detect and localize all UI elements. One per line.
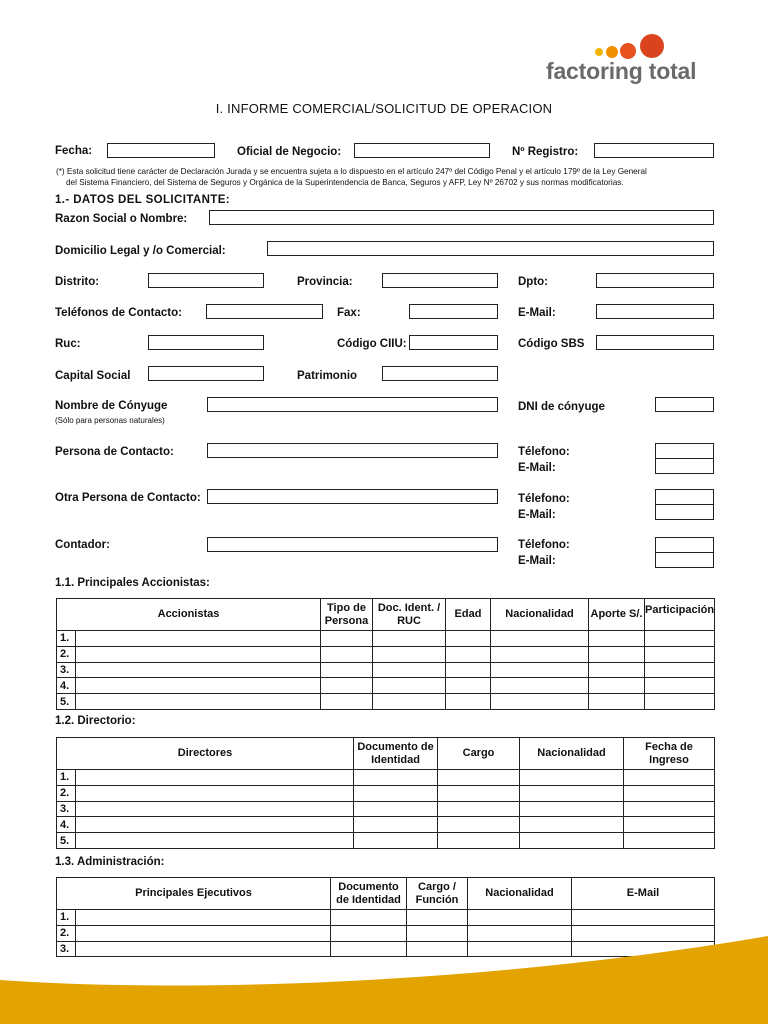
sbs-input[interactable] xyxy=(596,335,714,350)
cell-input[interactable] xyxy=(589,678,645,694)
col-tipo-persona: Tipo de Persona xyxy=(321,599,373,631)
ciiu-label: Código CIIU: xyxy=(337,338,407,350)
table-row xyxy=(57,801,715,817)
cell-input[interactable] xyxy=(468,910,572,926)
razon-social-input[interactable] xyxy=(209,210,714,225)
otra-persona-telefono-label: Télefono: xyxy=(518,493,570,505)
cell-input[interactable] xyxy=(624,801,715,817)
directorio-header-row xyxy=(57,738,715,770)
row-number: 2. xyxy=(57,646,76,662)
capital-label: Capital Social xyxy=(55,370,131,382)
table-row xyxy=(57,817,715,833)
logo-dot-small-icon xyxy=(595,48,603,56)
cell-input[interactable] xyxy=(446,678,491,694)
section-1-title: 1.- DATOS DEL SOLICITANTE: xyxy=(55,194,231,206)
cell-input[interactable] xyxy=(520,801,624,817)
cell-input[interactable] xyxy=(438,833,520,849)
conyuge-label: Nombre de Cónyuge xyxy=(55,400,168,412)
provincia-input[interactable] xyxy=(382,273,498,288)
otra-persona-input[interactable] xyxy=(207,489,498,504)
cell-input[interactable] xyxy=(76,631,321,647)
oficial-input[interactable] xyxy=(354,143,490,158)
table-row xyxy=(57,770,715,786)
administracion-header-row xyxy=(57,878,715,910)
cell-input[interactable] xyxy=(438,785,520,801)
fax-input[interactable] xyxy=(409,304,498,319)
accionistas-table xyxy=(56,598,715,710)
table-row xyxy=(57,662,715,678)
domicilio-label: Domicilio Legal y /o Comercial: xyxy=(55,245,226,257)
cell-input[interactable] xyxy=(624,785,715,801)
otra-persona-email-input[interactable] xyxy=(655,504,714,520)
disclaimer-line-2: del Sistema Financiero, del Sistema de Seguros y Orgánica de la Superintendencia de Banca, Seguros y AFP, Ley Nº 26702 y sus normas modificatorias. xyxy=(66,178,624,187)
cell-input[interactable] xyxy=(624,817,715,833)
row-number: 2. xyxy=(57,925,76,941)
cell-input[interactable] xyxy=(645,631,715,647)
cell-input[interactable] xyxy=(373,678,446,694)
distrito-label: Distrito: xyxy=(55,276,100,288)
dni-conyuge-input[interactable] xyxy=(655,397,714,412)
cell-input[interactable] xyxy=(407,910,468,926)
contador-email-input[interactable] xyxy=(655,552,714,568)
otra-persona-label: Otra Persona de Contacto: xyxy=(55,492,201,504)
cell-input[interactable] xyxy=(446,646,491,662)
cell-input[interactable] xyxy=(645,646,715,662)
col-cargo-funcion: Cargo / Función xyxy=(407,878,468,910)
row-number: 1. xyxy=(57,910,76,926)
oficial-label: Oficial de Negocio: xyxy=(237,146,342,158)
conyuge-input[interactable] xyxy=(207,397,498,412)
cell-input[interactable] xyxy=(645,662,715,678)
row-number: 3. xyxy=(57,662,76,678)
cell-input[interactable] xyxy=(438,817,520,833)
ruc-label: Ruc: xyxy=(55,338,81,350)
contador-label: Contador: xyxy=(55,539,110,551)
col-cargo: Cargo xyxy=(438,738,520,770)
col-documento: Documento de Identidad xyxy=(331,878,407,910)
sbs-label: Código SBS xyxy=(518,338,585,350)
col-nacionalidad: Nacionalidad xyxy=(520,738,624,770)
dpto-input[interactable] xyxy=(596,273,714,288)
cell-input[interactable] xyxy=(520,785,624,801)
cell-input[interactable] xyxy=(491,694,589,710)
directorio-title: 1.2. Directorio: xyxy=(55,715,136,727)
cell-input[interactable] xyxy=(589,662,645,678)
cell-input[interactable] xyxy=(76,678,321,694)
row-number: 5. xyxy=(57,833,76,849)
persona-contacto-telefono-label: Télefono: xyxy=(518,446,570,458)
persona-contacto-email-input[interactable] xyxy=(655,458,714,474)
ciiu-input[interactable] xyxy=(409,335,498,350)
razon-social-label: Razon Social o Nombre: xyxy=(55,213,188,225)
table-row xyxy=(57,631,715,647)
footer-wave xyxy=(0,930,768,1024)
distrito-input[interactable] xyxy=(148,273,264,288)
cell-input[interactable] xyxy=(438,770,520,786)
contador-input[interactable] xyxy=(207,537,498,552)
col-aporte: Aporte S/. xyxy=(589,599,645,631)
persona-contacto-email-label: E-Mail: xyxy=(518,462,556,474)
persona-contacto-input[interactable] xyxy=(207,443,498,458)
cell-input[interactable] xyxy=(520,770,624,786)
cell-input[interactable] xyxy=(76,785,354,801)
cell-input[interactable] xyxy=(373,631,446,647)
brand-name: factoring total xyxy=(546,58,697,84)
contador-email-label: E-Mail: xyxy=(518,555,556,567)
administracion-title: 1.3. Administración: xyxy=(55,856,165,868)
fecha-input[interactable] xyxy=(107,143,215,158)
col-nacionalidad: Nacionalidad xyxy=(491,599,589,631)
table-row xyxy=(57,694,715,710)
logo-dot-large-icon xyxy=(620,43,636,59)
otra-persona-email-label: E-Mail: xyxy=(518,509,556,521)
dni-conyuge-label: DNI de cónyuge xyxy=(518,401,605,413)
directorio-table xyxy=(56,737,715,849)
row-number: 4. xyxy=(57,817,76,833)
conyuge-note: (Sólo para personas naturales) xyxy=(55,416,165,425)
registro-input[interactable] xyxy=(594,143,714,158)
col-nacionalidad: Nacionalidad xyxy=(468,878,572,910)
page-title: I. INFORME COMERCIAL/SOLICITUD DE OPERACION xyxy=(215,101,553,116)
cell-input[interactable] xyxy=(321,694,373,710)
contador-telefono-label: Télefono: xyxy=(518,539,570,551)
cell-input[interactable] xyxy=(624,833,715,849)
cell-input[interactable] xyxy=(354,801,438,817)
cell-input[interactable] xyxy=(491,631,589,647)
table-row xyxy=(57,785,715,801)
row-number: 5. xyxy=(57,694,76,710)
col-email: E-Mail xyxy=(572,878,715,910)
col-ejecutivos: Principales Ejecutivos xyxy=(57,878,331,910)
cell-input[interactable] xyxy=(76,662,321,678)
cell-input[interactable] xyxy=(520,817,624,833)
cell-input[interactable] xyxy=(589,694,645,710)
col-documento: Documento de Identidad xyxy=(354,738,438,770)
email-label: E-Mail: xyxy=(518,307,556,319)
cell-input[interactable] xyxy=(331,910,407,926)
table-row xyxy=(57,833,715,849)
cell-input[interactable] xyxy=(645,694,715,710)
row-number: 1. xyxy=(57,770,76,786)
ruc-input[interactable] xyxy=(148,335,264,350)
cell-input[interactable] xyxy=(438,801,520,817)
cell-input[interactable] xyxy=(373,694,446,710)
cell-input[interactable] xyxy=(446,662,491,678)
domicilio-input[interactable] xyxy=(267,241,714,256)
row-number: 2. xyxy=(57,785,76,801)
cell-input[interactable] xyxy=(491,662,589,678)
footer-wave-shape xyxy=(0,936,768,1024)
row-number: 1. xyxy=(57,631,76,647)
patrimonio-input[interactable] xyxy=(382,366,498,381)
cell-input[interactable] xyxy=(491,678,589,694)
cell-input[interactable] xyxy=(76,801,354,817)
cell-input[interactable] xyxy=(354,785,438,801)
persona-contacto-telefono-input[interactable] xyxy=(655,443,714,459)
cell-input[interactable] xyxy=(354,833,438,849)
cell-input[interactable] xyxy=(373,646,446,662)
cell-input[interactable] xyxy=(373,662,446,678)
cell-input[interactable] xyxy=(76,910,331,926)
cell-input[interactable] xyxy=(354,817,438,833)
cell-input[interactable] xyxy=(520,833,624,849)
cell-input[interactable] xyxy=(321,678,373,694)
row-number: 3. xyxy=(57,941,76,957)
cell-input[interactable] xyxy=(624,770,715,786)
fecha-label: Fecha: xyxy=(55,145,93,157)
cell-input[interactable] xyxy=(76,694,321,710)
cell-input[interactable] xyxy=(76,770,354,786)
row-number: 4. xyxy=(57,678,76,694)
cell-input[interactable] xyxy=(321,631,373,647)
accionistas-title: 1.1. Principales Accionistas: xyxy=(55,577,210,589)
registro-label: Nº Registro: xyxy=(512,146,579,158)
email-input[interactable] xyxy=(596,304,714,319)
col-participacion: Participación xyxy=(645,599,715,631)
table-row xyxy=(57,646,715,662)
logo-dot-xl-icon xyxy=(640,34,664,58)
persona-contacto-label: Persona de Contacto: xyxy=(55,446,174,458)
cell-input[interactable] xyxy=(572,910,715,926)
telefonos-label: Teléfonos de Contacto: xyxy=(55,307,182,319)
telefonos-input[interactable] xyxy=(206,304,323,319)
col-directores: Directores xyxy=(57,738,354,770)
cell-input[interactable] xyxy=(589,631,645,647)
table-row xyxy=(57,678,715,694)
cell-input[interactable] xyxy=(321,662,373,678)
col-edad: Edad xyxy=(446,599,491,631)
col-accionistas: Accionistas xyxy=(57,599,321,631)
contador-telefono-input[interactable] xyxy=(655,537,714,553)
logo-dot-mid-icon xyxy=(606,46,618,58)
cell-input[interactable] xyxy=(76,817,354,833)
row-number: 3. xyxy=(57,801,76,817)
otra-persona-telefono-input[interactable] xyxy=(655,489,714,505)
cell-input[interactable] xyxy=(645,678,715,694)
patrimonio-label: Patrimonio xyxy=(297,370,358,382)
cell-input[interactable] xyxy=(354,770,438,786)
disclaimer-line-1: (*) Esta solicitud tiene carácter de Declaración Jurada y se encuentra sujeta a lo dispuesto en el artículo 247º del Código Penal y el artículo 179º de la Ley General xyxy=(56,167,647,176)
provincia-label: Provincia: xyxy=(297,276,353,288)
fax-label: Fax: xyxy=(337,307,361,319)
dpto-label: Dpto: xyxy=(518,276,549,288)
cell-input[interactable] xyxy=(589,646,645,662)
cell-input[interactable] xyxy=(491,646,589,662)
accionistas-header-row xyxy=(57,599,715,631)
cell-input[interactable] xyxy=(76,646,321,662)
capital-input[interactable] xyxy=(148,366,264,381)
cell-input[interactable] xyxy=(446,631,491,647)
cell-input[interactable] xyxy=(321,646,373,662)
col-doc-ident: Doc. Ident. / RUC xyxy=(373,599,446,631)
cell-input[interactable] xyxy=(446,694,491,710)
cell-input[interactable] xyxy=(76,833,354,849)
table-row xyxy=(57,910,715,926)
col-fecha-ingreso: Fecha de Ingreso xyxy=(624,738,715,770)
